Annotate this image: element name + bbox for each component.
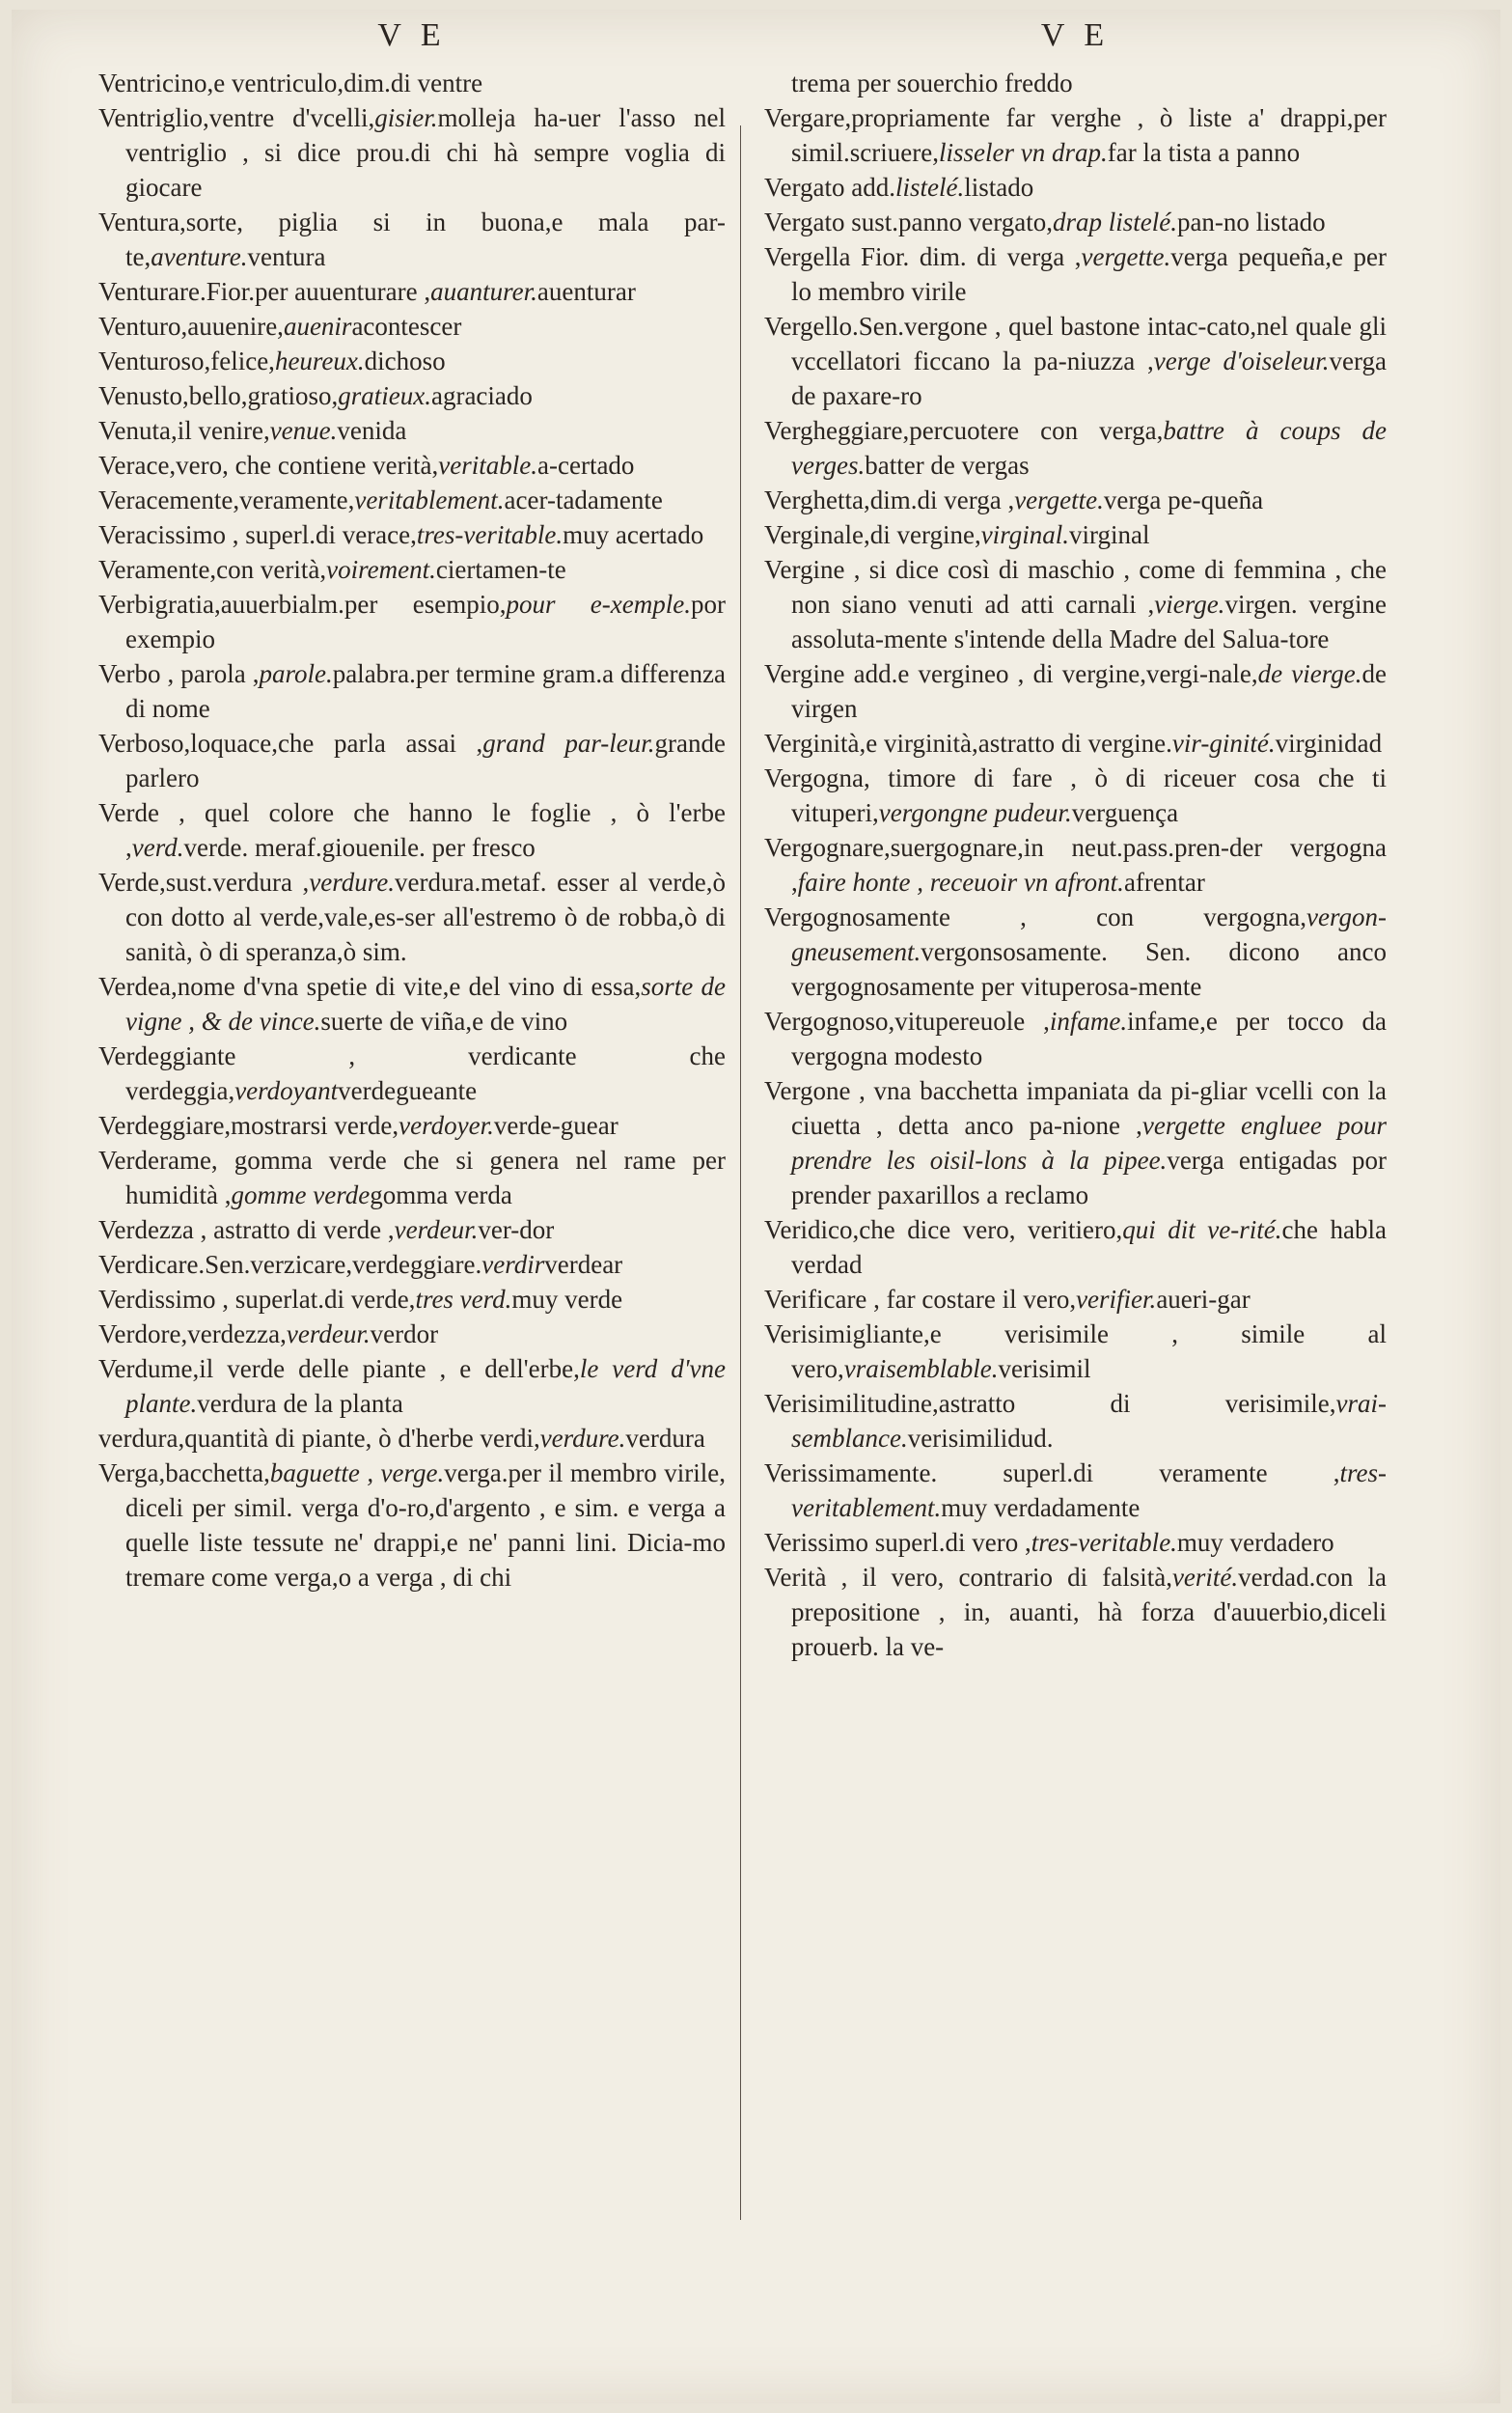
entry-translation: aueri-gar: [1156, 1285, 1251, 1314]
entry-headword: Verde,sust.verdura ,: [98, 868, 310, 897]
entry-french: baguette , verge.: [269, 1458, 445, 1487]
dictionary-entry: [98, 795, 726, 865]
entry-translation: a-certado: [537, 451, 635, 480]
entry-french: vergette engluee pour prendre les oisil-lons à la pipee.: [791, 1111, 1388, 1175]
entry-french: verdeur.: [286, 1319, 371, 1348]
entry-translation: verga de paxare-ro: [791, 347, 1387, 410]
right-column: [764, 17, 1388, 2316]
dictionary-entry: [98, 413, 726, 448]
entry-french: vergongne pudeur.: [878, 798, 1072, 827]
entry-headword: Vergheggiare,percuotere con verga,: [764, 416, 1164, 445]
entry-french: vrai-semblance.: [791, 1389, 1387, 1453]
entry-headword: Verissimamente. superl.di veramente ,: [764, 1458, 1340, 1487]
entry-french: verité.: [1171, 1563, 1239, 1592]
dictionary-entry: [98, 309, 726, 344]
entry-french: voirement.: [326, 555, 436, 584]
entry-french: vierge.: [1154, 590, 1225, 619]
dictionary-entry: [98, 1212, 726, 1247]
entry-headword: Verdissimo , superlat.di verde,: [98, 1285, 416, 1314]
entry-translation: verga pe-queña: [1103, 485, 1264, 514]
entry-translation: verdegueante: [338, 1076, 478, 1105]
dictionary-entry: [764, 1317, 1387, 1386]
entry-french: verdure.: [309, 868, 396, 897]
entry-headword: Vergogna, timore di fare , ò di riceuer cosa che ti vituperi,: [764, 763, 1387, 827]
dictionary-entry: [98, 344, 726, 378]
entry-french: auanturer.: [430, 277, 537, 306]
entry-french: aventure.: [151, 242, 248, 271]
entry-headword: Venturare.Fior.per auuenturare ,: [98, 277, 431, 306]
column-divider: [740, 125, 741, 2220]
entry-headword: Verginità,e virginità,astratto di vergine.: [764, 729, 1172, 758]
entry-translation: verga.per il membro virile, diceli per simil. verga d'o-ro,d'argento , e sim. e verga a quelle liste tessute ne' drappi,e ne' panni lini. Dicia-mo tremare come verga,o a verga , di chi: [125, 1458, 726, 1592]
entry-translation: verdura.metaf. esser al verde,ò con dotto al verde,vale,es-ser all'estremo ò de robba,ò di sanità, ò di speranza,ò sim.: [125, 868, 726, 966]
dictionary-entry: [98, 587, 726, 656]
dictionary-entry: [764, 726, 1387, 761]
entry-french: gomme verde: [231, 1180, 371, 1209]
entry-translation: muy acertado: [563, 520, 704, 549]
entry-translation: verisimil: [998, 1354, 1091, 1383]
dictionary-entry: [98, 1247, 726, 1282]
entry-french: vraisemblable.: [843, 1354, 999, 1383]
entry-french: tres-veritable.: [416, 520, 564, 549]
dictionary-entry: [764, 1560, 1387, 1664]
entry-french: drap listelé.: [1052, 208, 1177, 236]
entry-headword: Verbo , parola ,: [98, 659, 260, 688]
entry-headword: Verità , il vero, contrario di falsità,: [764, 1563, 1172, 1592]
entry-french: vir-ginité.: [1171, 729, 1276, 758]
dictionary-entry: [764, 66, 1387, 100]
entry-translation: de virgen: [791, 659, 1387, 723]
right-entries: [764, 66, 1387, 1664]
book-page: [12, 10, 1500, 2403]
entry-translation: verga pequeña,e per lo membro virile: [791, 242, 1387, 306]
entry-french: tres-veritablement.: [791, 1458, 1387, 1522]
entry-french: veritable.: [438, 451, 538, 480]
entry-headword: Verboso,loquace,che parla assai ,: [98, 729, 483, 758]
dictionary-entry: [764, 413, 1387, 483]
entry-translation: verde-guear: [493, 1111, 619, 1140]
entry-headword: Vergato sust.panno vergato,: [764, 208, 1053, 236]
dictionary-entry: [764, 761, 1387, 830]
entry-translation: ciertamen-te: [435, 555, 566, 584]
dictionary-entry: [764, 170, 1387, 205]
dictionary-entry: [98, 448, 726, 483]
entry-headword: Vergine add.e vergineo , di vergine,vergi-nale,: [764, 659, 1258, 688]
entry-french: verdir: [481, 1250, 545, 1279]
dictionary-entry: [764, 900, 1387, 1004]
running-head-right: V E: [1040, 17, 1111, 53]
entry-french: heureux.: [274, 347, 365, 375]
left-column: [98, 17, 727, 2316]
entry-french: qui dit ve-rité.: [1122, 1215, 1282, 1244]
dictionary-entry: [98, 205, 726, 274]
entry-french: verdoyer.: [399, 1111, 494, 1140]
entry-headword: Veridico,che dice vero, veritiero,: [764, 1215, 1123, 1244]
entry-headword: Venturo,auuenire,: [98, 312, 284, 341]
dictionary-entry: [98, 1421, 726, 1456]
entry-french: verifier.: [1076, 1285, 1157, 1314]
dictionary-entry: [764, 1073, 1387, 1212]
entry-translation: verdear: [544, 1250, 623, 1279]
entry-translation: infame,e per tocco da vergogna modesto: [791, 1007, 1388, 1070]
entry-translation: listado: [964, 173, 1034, 202]
entry-translation: muy verdadero: [1176, 1528, 1334, 1557]
running-head-left: V E: [377, 17, 447, 53]
entry-headword: Verace,vero, che contiene verità,: [98, 451, 439, 480]
entry-translation: dichoso: [364, 347, 446, 375]
entry-headword: Verdume,il verde delle piante , e dell'erbe,: [98, 1354, 580, 1383]
entry-french: verdeur.: [394, 1215, 479, 1244]
dictionary-entry: [98, 1351, 726, 1421]
entry-translation: trema per souerchio freddo: [791, 69, 1073, 97]
entry-translation: pan-no listado: [1176, 208, 1326, 236]
entry-translation: vergonsosamente. Sen. dicono anco vergognosamente per vituperosa-mente: [791, 937, 1387, 1001]
entry-headword: Veracissimo , superl.di verace,: [98, 520, 417, 549]
entry-french: gratieux.: [338, 381, 431, 410]
entry-headword: Verdeggiare,mostrarsi verde,: [98, 1111, 399, 1140]
entry-headword: Verbigratia,auuerbialm.per esempio,: [98, 590, 507, 619]
dictionary-entry: [98, 1039, 726, 1108]
entry-translation: virginal: [1068, 520, 1150, 549]
entry-french: vergon-gneusement.: [791, 902, 1387, 966]
entry-headword: Ventriglio,ventre d'vcelli,: [98, 103, 375, 132]
dictionary-entry: [764, 239, 1387, 309]
entry-translation: ver-dor: [478, 1215, 555, 1244]
entry-headword: Verdea,nome d'vna spetie di vite,e del vino di essa,: [98, 972, 642, 1001]
entry-headword: Verderame, gomma verde che si genera nel rame per humidità ,: [98, 1146, 726, 1209]
entry-translation: verisimilidud.: [907, 1424, 1054, 1453]
entry-translation: verga entigadas por prender paxarillos a reclamo: [791, 1146, 1387, 1209]
dictionary-entry: [764, 552, 1387, 656]
dictionary-entry: [98, 517, 726, 552]
dictionary-entry: [98, 656, 726, 726]
entry-translation: venida: [337, 416, 407, 445]
dictionary-entry: [98, 865, 726, 969]
entry-headword: Verdore,verdezza,: [98, 1319, 287, 1348]
entry-french: auenir: [283, 312, 352, 341]
entry-headword: Vergognare,suergognare,in neut.pass.pren-der vergogna ,: [764, 833, 1387, 897]
dictionary-entry: [98, 66, 726, 100]
entry-headword: Vergare,propriamente far verghe , ò liste a' drappi,per simil.scriuere,: [764, 103, 1387, 167]
dictionary-entry: [764, 483, 1387, 517]
entry-french: virginal.: [980, 520, 1069, 549]
entry-headword: Vergognoso,vitupereuole ,: [764, 1007, 1050, 1036]
entry-headword: Vergato add.: [764, 173, 895, 202]
dictionary-entry: [98, 726, 726, 795]
dictionary-entry: [764, 205, 1387, 239]
entry-french: parole.: [259, 659, 333, 688]
entry-headword: Verisimilitudine,astratto di verisimile,: [764, 1389, 1336, 1418]
entry-french: verdure.: [539, 1424, 626, 1453]
entry-french: battre à coups de verges.: [791, 416, 1388, 480]
entry-translation: palabra.per termine gram.a differenza di nome: [125, 659, 726, 723]
entry-headword: Venuta,il venire,: [98, 416, 270, 445]
entry-translation: gomma verda: [370, 1180, 512, 1209]
entry-headword: Verginale,di vergine,: [764, 520, 981, 549]
dictionary-entry: [98, 1108, 726, 1143]
entry-headword: Vergognosamente , con vergogna,: [764, 902, 1307, 931]
entry-translation: grande parlero: [125, 729, 727, 792]
entry-headword: Vergone , vna bacchetta impaniata da pi-gliar vcelli con la ciuetta , detta anco pa-nione ,: [764, 1076, 1387, 1140]
entry-translation: verguença: [1071, 798, 1179, 827]
dictionary-entry: [764, 1386, 1387, 1456]
entry-french: verd.: [131, 833, 184, 862]
entry-headword: Ventura,sorte, piglia si in buona,e mala par-te,: [98, 208, 726, 271]
entry-french: verge d'oiseleur.: [1153, 347, 1330, 375]
entry-french: grand par-leur.: [482, 729, 655, 758]
entry-french: listelé.: [894, 173, 965, 202]
dictionary-entry: [98, 1282, 726, 1317]
entry-headword: Veracemente,veramente,: [98, 485, 355, 514]
dictionary-entry: [98, 378, 726, 413]
dictionary-entry: [98, 274, 726, 309]
entry-translation: batter de vergas: [865, 451, 1030, 480]
entry-translation: virgen. vergine assoluta-mente s'intende della Madre del Saluа-tore: [791, 590, 1387, 653]
left-entries: [98, 66, 726, 1595]
entry-french: de vierge.: [1257, 659, 1362, 688]
entry-french: faire honte , receuoir vn afront.: [797, 868, 1124, 897]
dictionary-entry: [764, 1004, 1387, 1073]
entry-translation: che habla verdad: [791, 1215, 1387, 1279]
entry-french: vergette.: [1081, 242, 1171, 271]
entry-translation: far la tista a panno: [1107, 138, 1301, 167]
entry-translation: ventura: [247, 242, 326, 271]
entry-translation: agraciado: [430, 381, 533, 410]
dictionary-entry: [98, 100, 726, 205]
entry-translation: virginidad: [1275, 729, 1383, 758]
dictionary-entry: [764, 517, 1387, 552]
entry-french: sorte de vigne , & de vince.: [125, 972, 726, 1036]
dictionary-entry: [98, 1317, 726, 1351]
entry-translation: verde. meraf.giouenile. per fresco: [183, 833, 536, 862]
entry-translation: verdura: [625, 1424, 705, 1453]
entry-headword: Ventricino,e ventriculo,dim.di ventre: [98, 69, 483, 97]
dictionary-entry: [764, 309, 1387, 413]
entry-translation: suerte de viña,e de vino: [320, 1007, 568, 1036]
entry-french: tres-veritable.: [1031, 1528, 1177, 1557]
entry-french: le verd d'vne plante.: [125, 1354, 726, 1418]
entry-translation: verdor: [370, 1319, 439, 1348]
entry-headword: Verificare , far costare il vero,: [764, 1285, 1077, 1314]
entry-headword: Verdeggiante , verdicante che verdeggia,: [98, 1041, 726, 1105]
dictionary-entry: [98, 969, 726, 1039]
dictionary-entry: [98, 483, 726, 517]
entry-french: verdoyant: [234, 1076, 339, 1105]
entry-headword: Vergine , si dice così di maschio , come di femmina , che non siano venuti ad atti carnali ,: [764, 555, 1387, 619]
entry-translation: muy verdadamente: [941, 1493, 1141, 1522]
entry-headword: verdura,quantità di piante, ò d'herbe verdi,: [98, 1424, 540, 1453]
entry-french: vergette.: [1014, 485, 1104, 514]
dictionary-entry: [98, 552, 726, 587]
entry-translation: verdad.con la prepositione , in, auanti, hà forza d'auuerbio,diceli prouerb. la ve-: [791, 1563, 1387, 1661]
dictionary-entry: [764, 1525, 1387, 1560]
entry-headword: Venusto,bello,gratioso,: [98, 381, 339, 410]
entry-translation: auenturar: [536, 277, 636, 306]
entry-french: pour e-xemple.: [506, 590, 691, 619]
dictionary-entry: [764, 1456, 1387, 1525]
entry-headword: Vergello.Sen.vergone , quel bastone intac-cato,nel quale gli vccellatori ficcano la pa-niuzza ,: [764, 312, 1387, 375]
entry-headword: Verdicare.Sen.verzicare,verdeggiare.: [98, 1250, 482, 1279]
entry-translation: acontescer: [351, 312, 462, 341]
entry-headword: Verisimigliante,e verisimile , simile al vero,: [764, 1319, 1387, 1383]
dictionary-entry: [764, 830, 1387, 900]
entry-french: gisier.: [374, 103, 438, 132]
entry-headword: Verissimo superl.di vero ,: [764, 1528, 1031, 1557]
entry-translation: por exempio: [125, 590, 726, 653]
entry-translation: molleja ha-uer l'asso nel ventriglio , si dice prou.di chi hà sempre voglia di giocare: [125, 103, 726, 202]
entry-translation: muy verde: [511, 1285, 623, 1314]
entry-headword: Verdezza , astratto di verde ,: [98, 1215, 395, 1244]
entry-french: lisseler vn drap.: [938, 138, 1108, 167]
entry-headword: Verde , quel colore che hanno le foglie , ò l'erbe ,: [98, 798, 726, 862]
entry-headword: Venturoso,felice,: [98, 347, 275, 375]
entry-headword: Verga,bacchetta,: [98, 1458, 270, 1487]
entry-headword: Veramente,con verità,: [98, 555, 327, 584]
entry-translation: verdura de la planta: [197, 1389, 403, 1418]
entry-french: infame.: [1049, 1007, 1128, 1036]
entry-french: veritablement.: [354, 485, 505, 514]
entry-french: tres verd.: [415, 1285, 512, 1314]
dictionary-entry: [98, 1456, 726, 1595]
dictionary-entry: [98, 1143, 726, 1212]
dictionary-entry: [764, 1282, 1387, 1317]
entry-translation: afrentar: [1123, 868, 1205, 897]
entry-headword: Verghetta,dim.di verga ,: [764, 485, 1015, 514]
dictionary-entry: [764, 1212, 1387, 1282]
dictionary-entry: [764, 656, 1387, 726]
entry-french: venue.: [269, 416, 338, 445]
entry-translation: acer-tadamente: [504, 485, 663, 514]
entry-headword: Vergella Fior. dim. di verga ,: [764, 242, 1082, 271]
dictionary-entry: [764, 100, 1387, 170]
